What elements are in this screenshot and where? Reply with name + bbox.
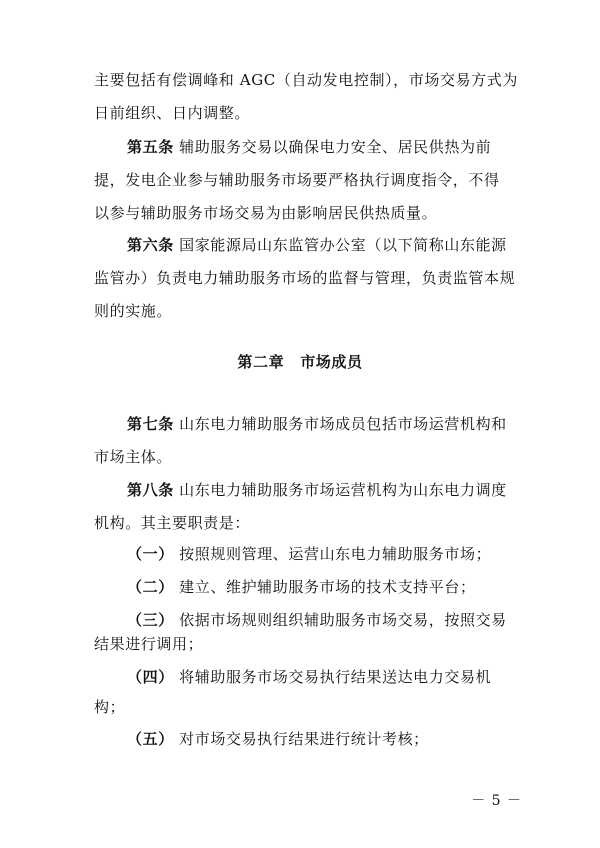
page-number: － 5 － — [471, 793, 522, 809]
article-title: 第八条 — [127, 481, 174, 499]
article-8: 第八条 山东电力辅助服务市场运营机构为山东电力调度 — [127, 481, 507, 499]
text-line: 主要包括有偿调峰和 AGC（自动发电控制），市场交易方式为 — [94, 71, 518, 89]
text-line: 则的实施。 — [94, 302, 173, 320]
list-item: （四） 将辅助服务市场交易执行结果送达电力交易机 — [127, 668, 492, 686]
list-item: （五） 对市场交易执行结果进行统计考核； — [127, 730, 429, 748]
text-line: 提，发电企业参与辅助服务市场要严格执行调度指令，不得 — [94, 171, 500, 189]
text-line: 市场主体。 — [94, 448, 173, 466]
list-item: （一） 按照规则管理、运营山东电力辅助服务市场； — [127, 545, 492, 563]
article-6: 第六条 国家能源局山东监管办公室（以下简称山东能源 — [127, 236, 507, 254]
article-5: 第五条 辅助服务交易以确保电力安全、居民供热为前 — [127, 138, 492, 156]
chapter-heading: 第二章 市场成员 — [237, 353, 363, 371]
list-item: （二） 建立、维护辅助服务市场的技术支持平台； — [127, 578, 476, 596]
text-line: 以参与辅助服务市场交易为由影响居民供热质量。 — [94, 204, 438, 222]
article-7: 第七条 山东电力辅助服务市场成员包括市场运营机构和 — [127, 415, 507, 433]
article-title: 第六条 — [127, 236, 174, 254]
text-line: 机构。其主要职责是： — [94, 514, 251, 532]
list-item: （三） 依据市场规则组织辅助服务市场交易，按照交易 — [127, 611, 507, 629]
article-title: 第五条 — [127, 138, 174, 156]
article-title: 第七条 — [127, 415, 174, 433]
text-line: 构； — [94, 698, 126, 716]
text-line: 监管办）负责电力辅助服务市场的监督与管理，负责监管本规 — [94, 269, 516, 287]
text-line: 结果进行调用； — [94, 635, 204, 653]
text-line: 日前组织、日内调整。 — [94, 104, 251, 122]
